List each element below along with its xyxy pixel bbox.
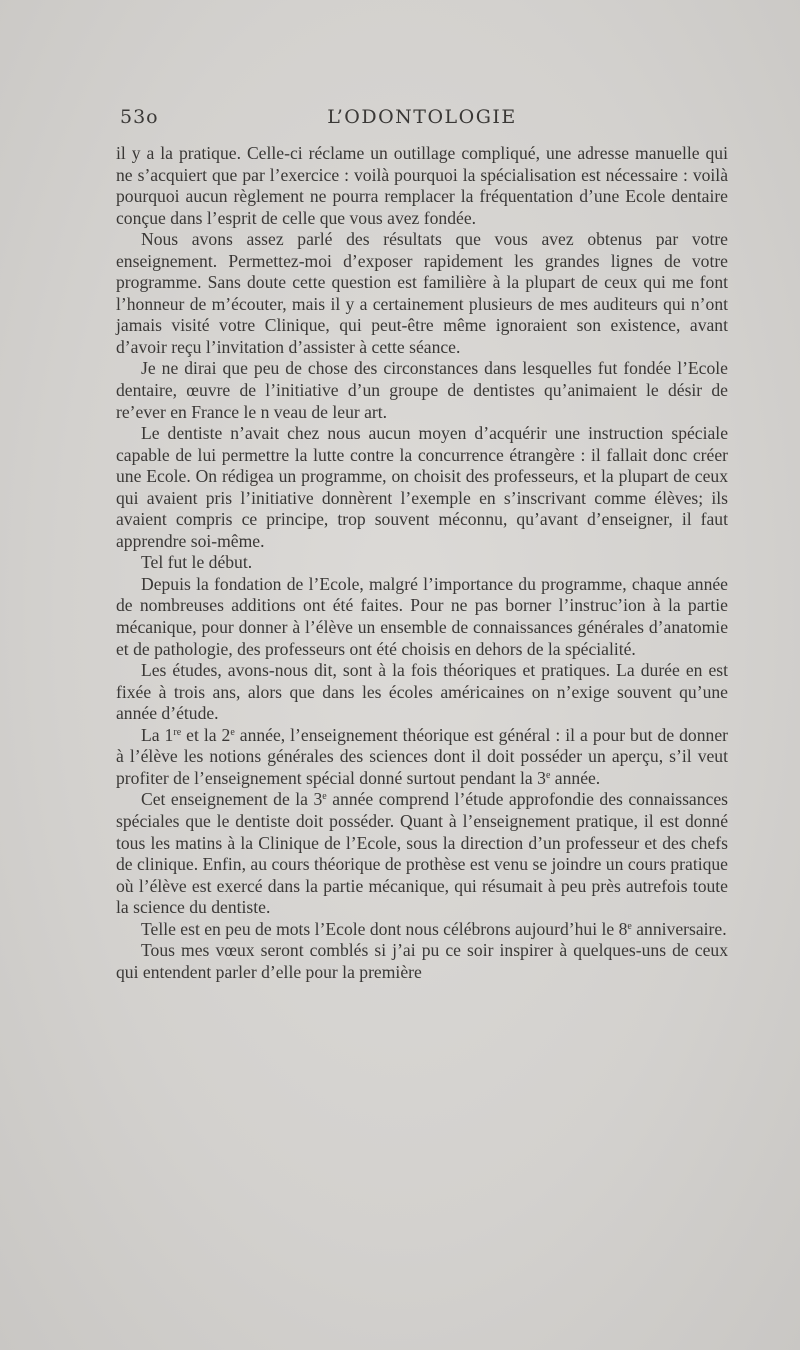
paragraph-closing: Tous mes vœux seront comblés si j’ai pu ce soir inspirer à quelques-uns de ceux qui entendent parler d’elle pour la première: [116, 940, 728, 982]
paragraph-results: Nous avons assez parlé des résultats que vous avez obtenus par votre enseignement. Permettez-moi d’exposer rapidement les grandes lignes de votre programme. Sans doute cette question est familière à la plupart de ceux qui me font l’honneur de m’écouter, mais il y a certainement plusieurs de mes auditeurs qui n’ont jamais visité votre Clinique, qui peut-être même ignoraient son existence, avant d’avoir reçu l’invitation d’assister à cette séance.: [116, 229, 728, 357]
page-number: 53o: [120, 106, 159, 128]
journal-title: L’ODONTOLOGIE: [327, 106, 517, 128]
text-fragment: année.: [550, 767, 601, 788]
superscript: e: [230, 726, 235, 738]
paragraph-third-year: [116, 789, 728, 918]
paragraph-studies: Les études, avons-nous dit, sont à la fois théoriques et pratiques. La durée en est fixée à trois ans, alors que dans les écoles américaines on n’exige souvent qu’une année d’étude.: [116, 660, 728, 724]
text-fragment: Telle est en peu de mots l’Ecole dont nous célébrons aujourd’hui le 8: [141, 918, 628, 939]
paragraph-founding: Je ne dirai que peu de chose des circonstances dans lesquelles fut fondée l’Ecole dentaire, œuvre de l’initiative d’un groupe de dentistes qu’animaient le désir de re’ever en France le n veau de leur art.: [116, 358, 728, 422]
paragraph-anniversary: [116, 919, 728, 941]
superscript: e: [322, 791, 327, 803]
text-fragment: et la 2: [181, 724, 231, 745]
paragraph-continuation: il y a la pratique. Celle-ci réclame un outillage compliqué, une adresse manuelle qui ne s’acquiert que par l’exercice : voilà pourquoi la spécialisation est nécessaire : voilà pourquoi aucun règlement ne pourra remplacer la fréquentation d’une Ecole dentaire conçue dans l’esprit de celle que vous avez fondée.: [116, 143, 728, 228]
paragraph-additions: Depuis la fondation de l’Ecole, malgré l’importance du programme, chaque année de nombreuses additions ont été faites. Pour ne pas borner l’instruc’ion à la partie mécanique, pour donner à l’élève un ensemble de connaissances générales d’anatomie et de pathologie, des professeurs ont été choisis en dehors de la spécialité.: [116, 573, 728, 659]
paragraph-first-years: [116, 725, 728, 790]
text-fragment: année comprend l’étude approfondie des connaissances spéciales que le dentiste doit posséder. Quant à l’enseignement pratique, il est donné tous les matins à la Clinique de l’Ecole, sous la direction d’un professeur et des chefs de clinique. Enfin, au cours théorique de prothèse est venu se joindre un cours pratique où l’élève est exercé dans la partie mécanique, qui résumait à peu près autrefois toute la science du dentiste.: [116, 789, 729, 918]
superscript: re: [173, 726, 182, 738]
body-text: [116, 143, 728, 983]
text-fragment: Cet enseignement de la 3: [141, 789, 323, 810]
text-fragment: anniversaire.: [631, 918, 727, 939]
superscript: e: [545, 769, 551, 781]
text-fragment: La 1: [141, 724, 174, 745]
paragraph-program: Le dentiste n’avait chez nous aucun moyen d’acquérir une instruction spéciale capable de lui permettre la lutte contre la concurrence étrangère : il fallait donc créer une Ecole. On rédigea un programme, on choisit des professeurs, et la plupart de ceux qui avaient pris l’initiative donnèrent l’exemple en s’inscrivant comme élèves; ils avaient compris ce principe, trop souvent méconnu, qu’avant d’enseigner, il faut apprendre soi-même.: [116, 423, 728, 551]
paragraph-beginning: Tel fut le début.: [141, 552, 253, 573]
superscript: e: [627, 920, 632, 932]
text-fragment: année, l’enseignement théorique est général : il a pour but de donner à l’élève les notions générales des sciences dont il doit posséder un aperçu, s’il veut profiter de l’enseignement spécial donné surtout pendant la 3: [116, 724, 728, 788]
running-head: [116, 106, 728, 136]
